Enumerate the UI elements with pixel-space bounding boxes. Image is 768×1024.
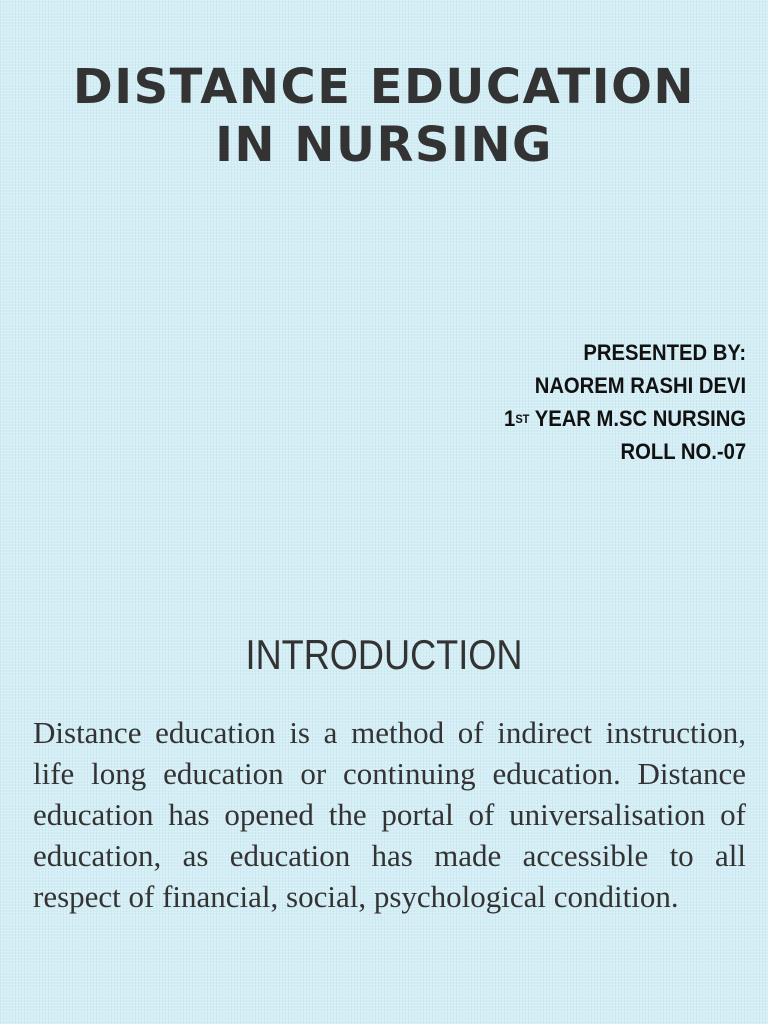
presenter-name: NAOREM RASHI DEVI	[534, 373, 746, 398]
presenter-year	[504, 402, 746, 435]
presented-by-label: PRESENTED BY:	[583, 340, 746, 365]
slide-title-line-2: IN NURSING	[215, 117, 553, 173]
slide-title-line-1: DISTANCE EDUCATION	[72, 59, 696, 115]
year-number: 1	[503, 406, 516, 431]
slide-title	[0, 58, 768, 174]
year-rest: YEAR M.SC NURSING	[529, 406, 746, 431]
roll-number: ROLL NO.-07	[620, 439, 746, 464]
presenter-block	[504, 336, 746, 468]
introduction-heading: INTRODUCTION	[245, 631, 523, 678]
introduction-paragraph: Distance education is a method of indirect instruction, life long education or continuing education. Distance education has opened the portal of universalisation of education, as education has made accessible to all respect of financial, social, psychological condition.	[33, 715, 746, 914]
introduction-slide	[0, 512, 768, 1024]
year-superscript: ST	[515, 412, 530, 426]
